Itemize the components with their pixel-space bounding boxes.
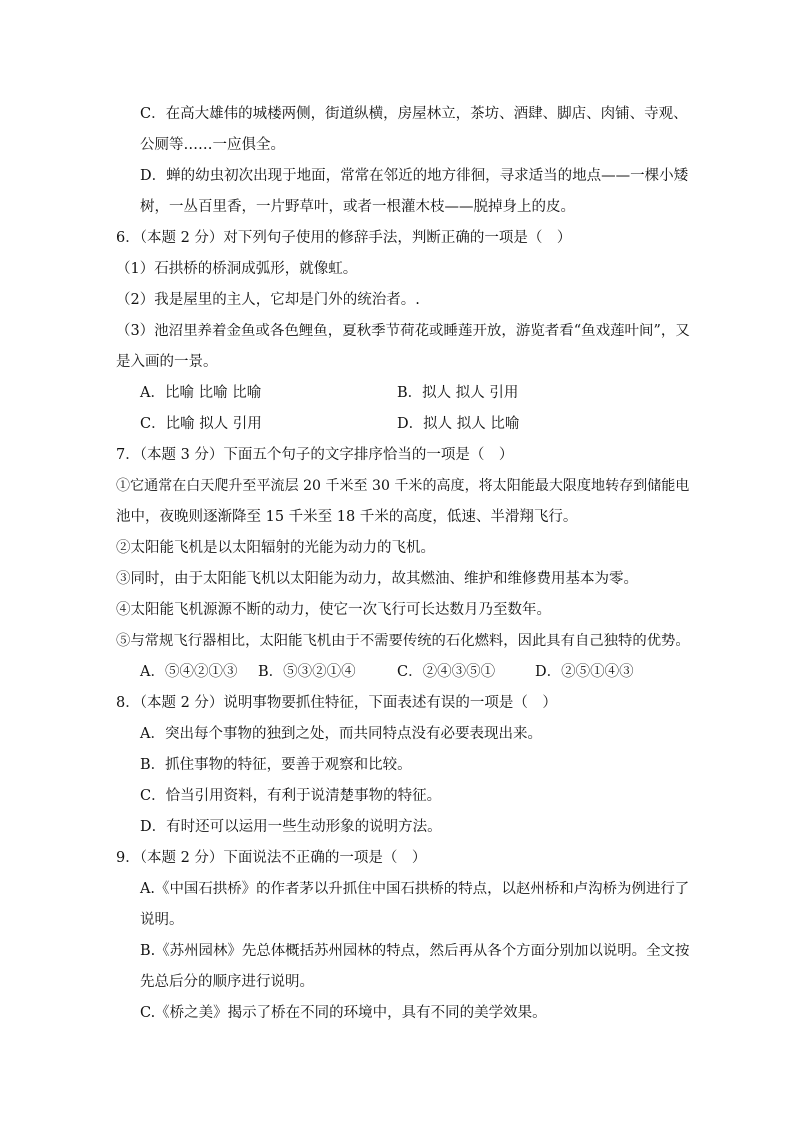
q7-option-c: C．②④③⑤① xyxy=(397,664,496,680)
q5-option-d-line2: 树，一丛百里香，一片野草叶，或者一根灌木枝——脱掉身上的皮。 xyxy=(140,199,575,215)
q9-option-a-line1: A.《中国石拱桥》的作者茅以升抓住中国石拱桥的特点，以赵州桥和卢沟桥为例进行了 xyxy=(140,881,690,897)
q8-option-a: A．突出每个事物的独到之处，而共同特点没有必要表现出来。 xyxy=(140,726,542,742)
q5-option-c-line2: 公厕等……一应俱全。 xyxy=(140,137,285,153)
q6-sentence-3-line1: （3）池沼里养着金鱼或各色鲤鱼，夏秋季节荷花或睡莲开放，游览者看“鱼戏莲叶间”，又 xyxy=(116,323,690,339)
q7-sentence-2: ②太阳能飞机是以太阳辐射的光能为动力的飞机。 xyxy=(116,540,435,556)
q6-option-a: A．比喻 比喻 比喻 xyxy=(140,385,262,401)
q6-option-c: C．比喻 拟人 引用 xyxy=(140,416,262,432)
q6-option-b: B．拟人 拟人 引用 xyxy=(397,385,519,401)
q6-option-d: D．拟人 拟人 比喻 xyxy=(397,416,520,432)
q9-option-b-line2: 先总后分的顺序进行说明。 xyxy=(140,974,314,990)
q6-stem: 6．（本题 2 分）对下列句子使用的修辞手法，判断正确的一项是（ ） xyxy=(116,230,572,246)
q9-option-b-line1: B.《苏州园林》先总体概括苏州园林的特点，然后再从各个方面分别加以说明。全文按 xyxy=(140,943,690,959)
q6-sentence-3-line2: 是入画的一景。 xyxy=(116,354,218,370)
q9-stem: 9．（本题 2 分）下面说法不正确的一项是（ ） xyxy=(116,850,427,866)
q5-option-d-line1: D．蝉的幼虫初次出现于地面，常常在邻近的地方徘徊，寻求适当的地点——一棵小矮 xyxy=(140,168,689,184)
q6-sentence-1: （1）石拱桥的桥洞成弧形，就像虹。 xyxy=(116,261,358,277)
q7-sentence-1-line1: ①它通常在白天爬升至平流层 20 千米至 30 千米的高度，将太阳能最大限度地转存到储能电 xyxy=(116,478,690,494)
q8-stem: 8．（本题 2 分）说明事物要抓住特征，下面表述有误的一项是（ ） xyxy=(116,695,557,711)
q7-sentence-4: ④太阳能飞机源源不断的动力，使它一次飞行可长达数月乃至数年。 xyxy=(116,602,551,618)
q7-sentence-1-line2: 池中，夜晚则逐渐降至 15 千米至 18 千米的高度，低速、半滑翔飞行。 xyxy=(116,509,578,525)
q7-sentence-3: ③同时，由于太阳能飞机以太阳能为动力，故其燃油、维护和维修费用基本为零。 xyxy=(116,571,638,587)
q9-option-a-line2: 说明。 xyxy=(140,912,184,928)
q8-option-b: B．抓住事物的特征，要善于观察和比较。 xyxy=(140,757,412,773)
q7-option-d: D．②⑤①④③ xyxy=(535,664,634,680)
q7-option-b: B．⑤③②①④ xyxy=(258,664,356,680)
q7-sentence-5: ⑤与常规飞行器相比，太阳能飞机由于不需要传统的石化燃料，因此具有自己独特的优势。 xyxy=(116,633,690,649)
q8-option-c: C．恰当引用资料，有利于说清楚事物的特征。 xyxy=(140,788,442,804)
q8-option-d: D．有时还可以运用一些生动形象的说明方法。 xyxy=(140,819,442,835)
q6-sentence-2: （2）我是屋里的主人，它却是门外的统治者。. xyxy=(116,292,420,308)
q9-option-c: C.《桥之美》揭示了桥在不同的环境中，具有不同的美学效果。 xyxy=(140,1005,547,1021)
q7-option-a: A．⑤④②①③ xyxy=(140,664,238,680)
q7-stem: 7．（本题 3 分）下面五个句子的文字排序恰当的一项是（ ） xyxy=(116,447,514,463)
q5-option-c-line1: C．在高大雄伟的城楼两侧，街道纵横，房屋林立，茶坊、酒肆、脚店、肉铺、寺观、 xyxy=(140,106,688,122)
